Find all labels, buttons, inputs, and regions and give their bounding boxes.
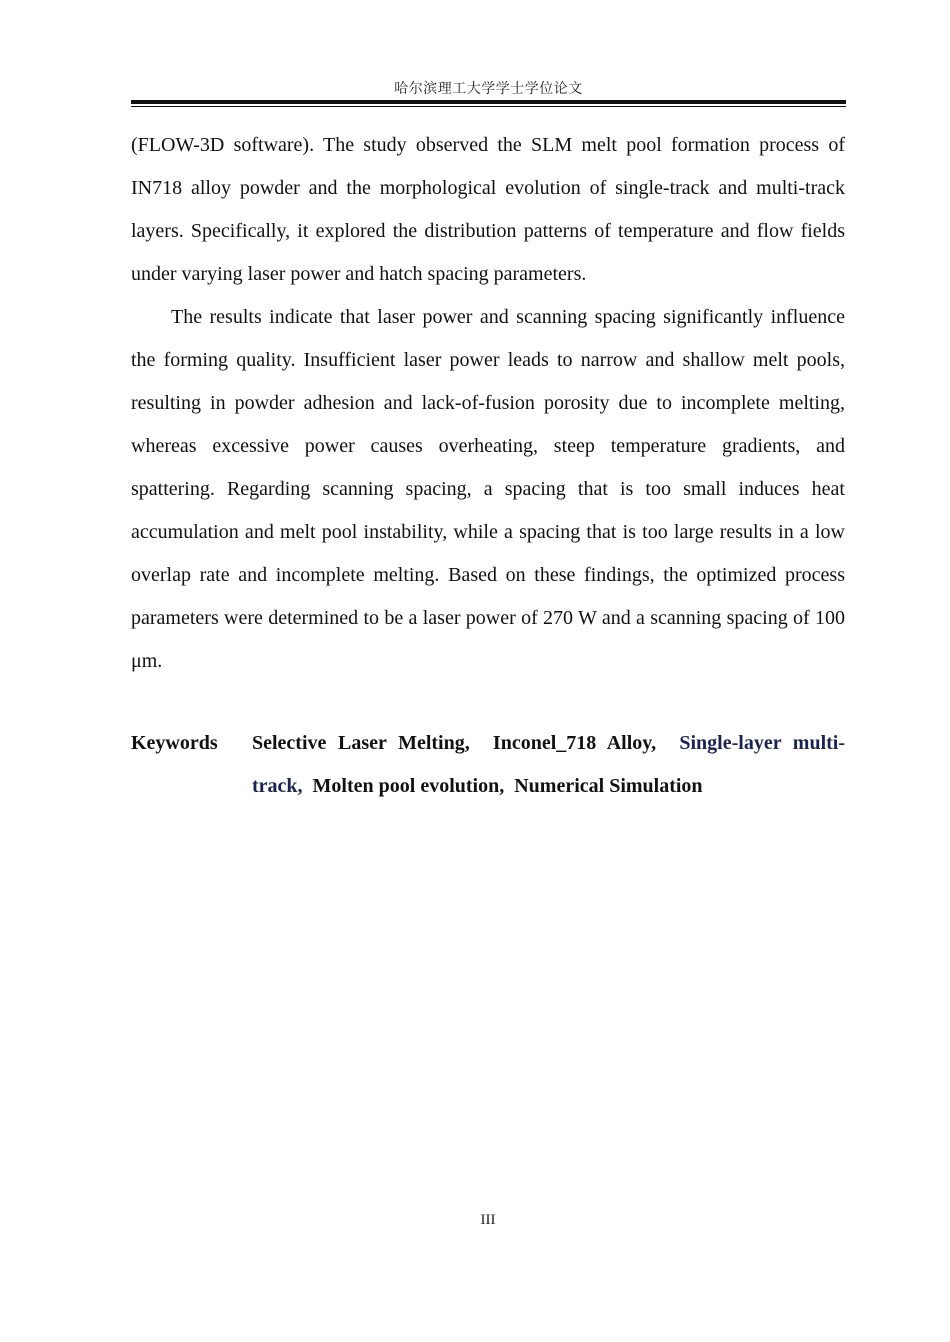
keywords-list — [252, 722, 845, 808]
keyword-item: Numerical Simulation — [514, 775, 703, 797]
keywords-block — [131, 722, 845, 808]
keyword-item: Molten pool evolution, — [312, 775, 505, 797]
page-number: III — [480, 1212, 496, 1228]
keyword-item: Selective Laser Melting, — [252, 732, 470, 754]
header-rule-thick — [131, 100, 846, 104]
keyword-item: Single-layer multi-track, — [252, 732, 846, 797]
keyword-item: Inconel_718 Alloy, — [492, 732, 657, 754]
abstract-body — [131, 124, 845, 683]
keywords-label: Keywords — [131, 732, 218, 754]
header-rule-thin — [131, 106, 846, 107]
abstract-paragraph-1: (FLOW-3D software). The study observed the SLM melt pool formation process of IN718 alloy powder and the morphological evolution of single-track and multi-track layers. Specifically, it explored the distribution patterns of temperature and flow fields under varying laser power and hatch spacing parameters. — [131, 134, 845, 285]
abstract-paragraph-2: The results indicate that laser power and scanning spacing significantly influence the forming quality. Insufficient laser power leads to narrow and shallow melt pools, resulting in powder adhesion and lack-of-fusion porosity due to incomplete melting, whereas excessive power causes overheating, steep temperature gradients, and spattering. Regarding scanning spacing, a spacing that is too small induces heat accumulation and melt pool instability, while a spacing that is too large results in a low overlap rate and incomplete melting. Based on these findings, the optimized process parameters were determined to be a laser power of 270 W and a scanning spacing of 100 μm. — [131, 306, 845, 672]
running-header: 哈尔滨理工大学学士学位论文 — [394, 81, 583, 97]
